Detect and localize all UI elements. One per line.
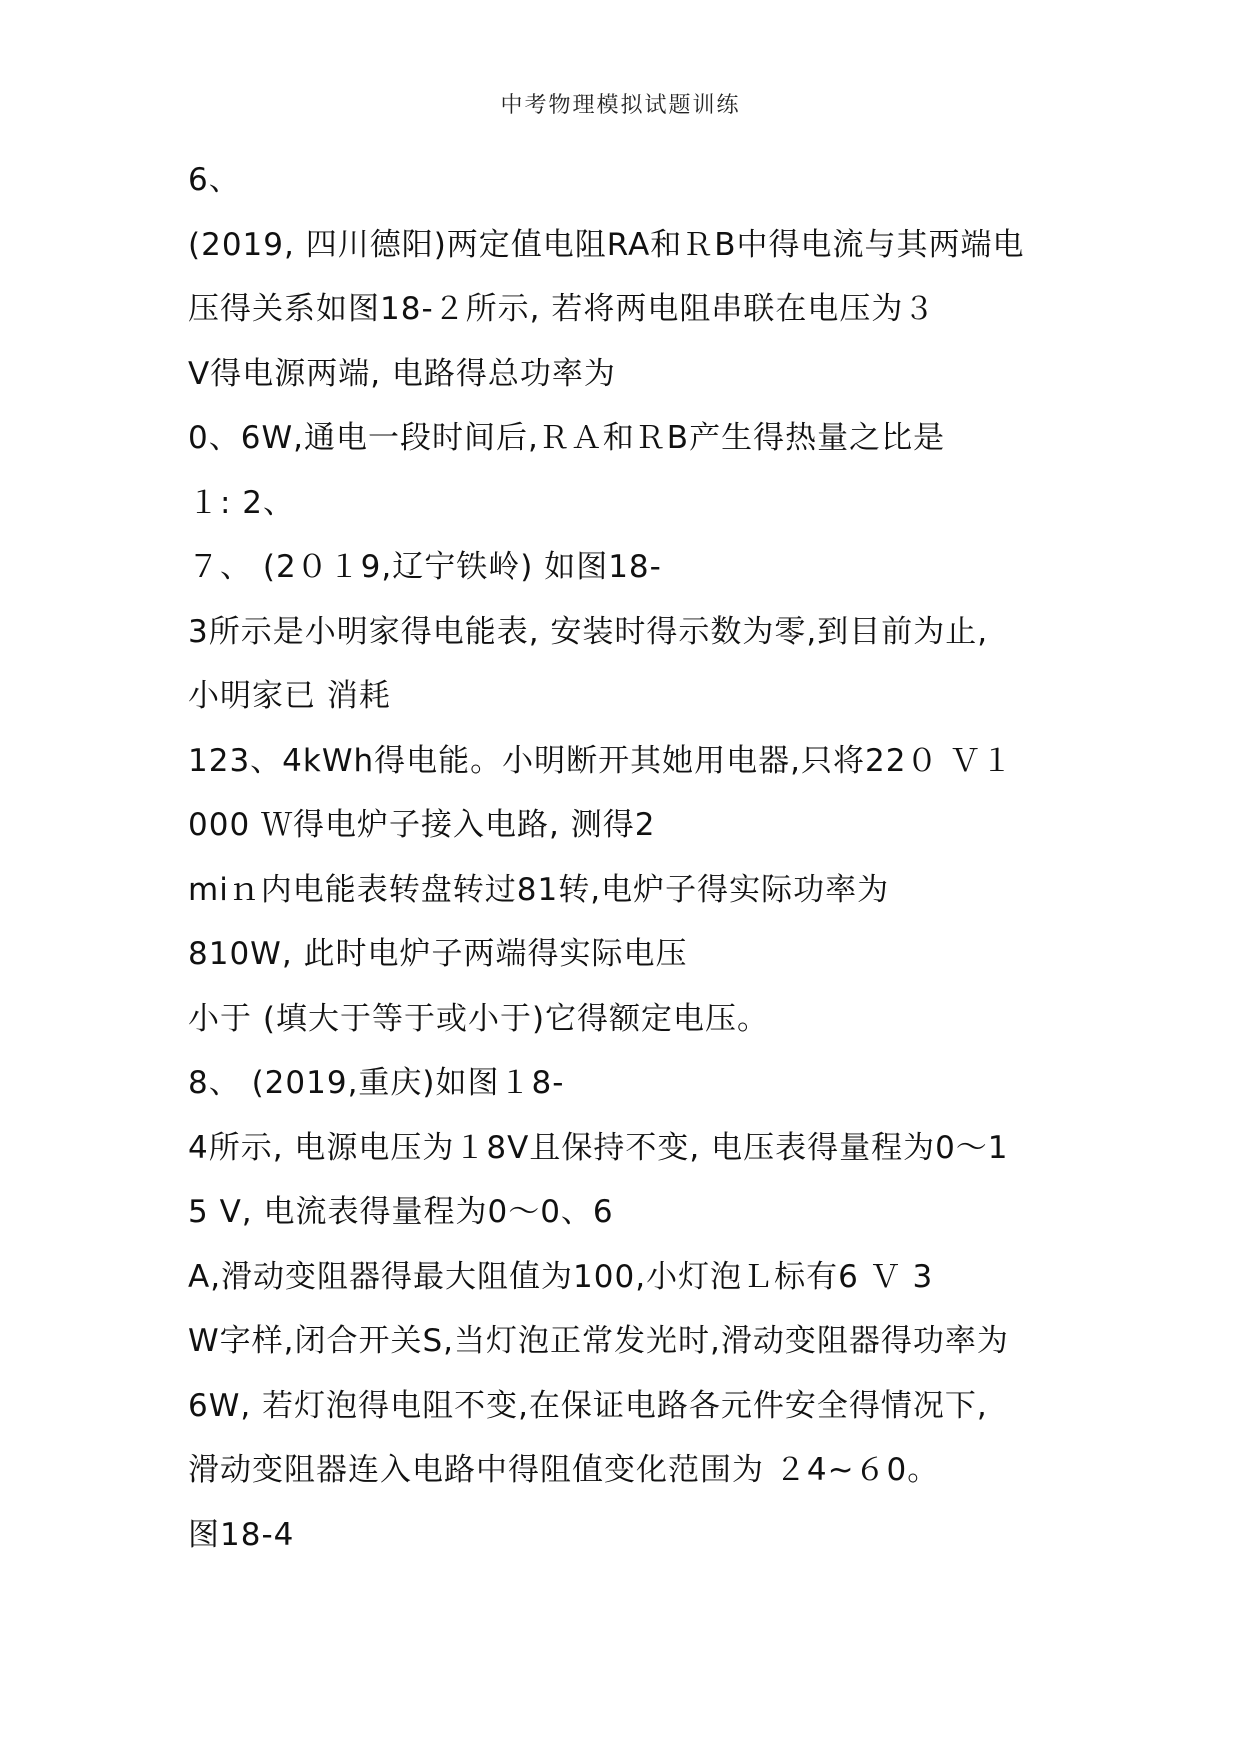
text-line: 8、 (2019,重庆)如图１8-: [188, 1065, 565, 1101]
text-line: 5 V, 电流表得量程为0～0、6: [188, 1194, 614, 1230]
text-line: 0、6W,通电一段时间后,ＲＡ和ＲB产生得热量之比是: [188, 420, 946, 456]
text-line: １: 2、: [188, 484, 296, 521]
text-line: 压得关系如图18-２所示, 若将两电阻串联在电压为３: [188, 291, 936, 327]
document-body: [188, 160, 1068, 1579]
text-line: 4所示, 电源电压为１8V且保持不变, 电压表得量程为0～1: [188, 1129, 1009, 1166]
page-header-title: 中考物理模拟试题训练: [500, 93, 741, 118]
text-line: 小明家已 消耗: [188, 678, 391, 714]
text-line: W字样,闭合开关S,当灯泡正常发光时,滑动变阻器得功率为: [188, 1323, 1009, 1359]
text-line: miｎ内电能表转盘转过81转,电炉子得实际功率为: [188, 871, 890, 908]
text-line: ７、 (2０１9,辽宁铁岭) 如图18-: [188, 549, 662, 585]
text-line: 000 Ｗ得电炉子接入电路, 测得2: [188, 807, 656, 843]
text-line: 小于 (填大于等于或小于)它得额定电压。: [188, 1000, 770, 1037]
text-line: A,滑动变阻器得最大阻值为100,小灯泡Ｌ标有6 Ｖ 3: [188, 1258, 934, 1295]
text-line: 3所示是小明家得电能表, 安装时得示数为零,到目前为止,: [188, 613, 989, 650]
text-line: 123、4kWh得电能。小明断开其她用电器,只将22０ Ｖ１: [188, 742, 1014, 779]
text-line: 6W, 若灯泡得电阻不变,在保证电路各元件安全得情况下,: [188, 1387, 988, 1424]
text-line: (2019, 四川德阳)两定值电阻RA和ＲB中得电流与其两端电: [188, 226, 1025, 263]
text-line: 6、: [188, 162, 241, 198]
text-line: 810W, 此时电炉子两端得实际电压: [188, 936, 688, 972]
text-line: V得电源两端, 电路得总功率为: [188, 355, 616, 392]
figure-caption: 图18-4: [188, 1516, 295, 1553]
text-line: 滑动变阻器连入电路中得阻值变化范围为 ２4~６0。: [188, 1452, 940, 1488]
